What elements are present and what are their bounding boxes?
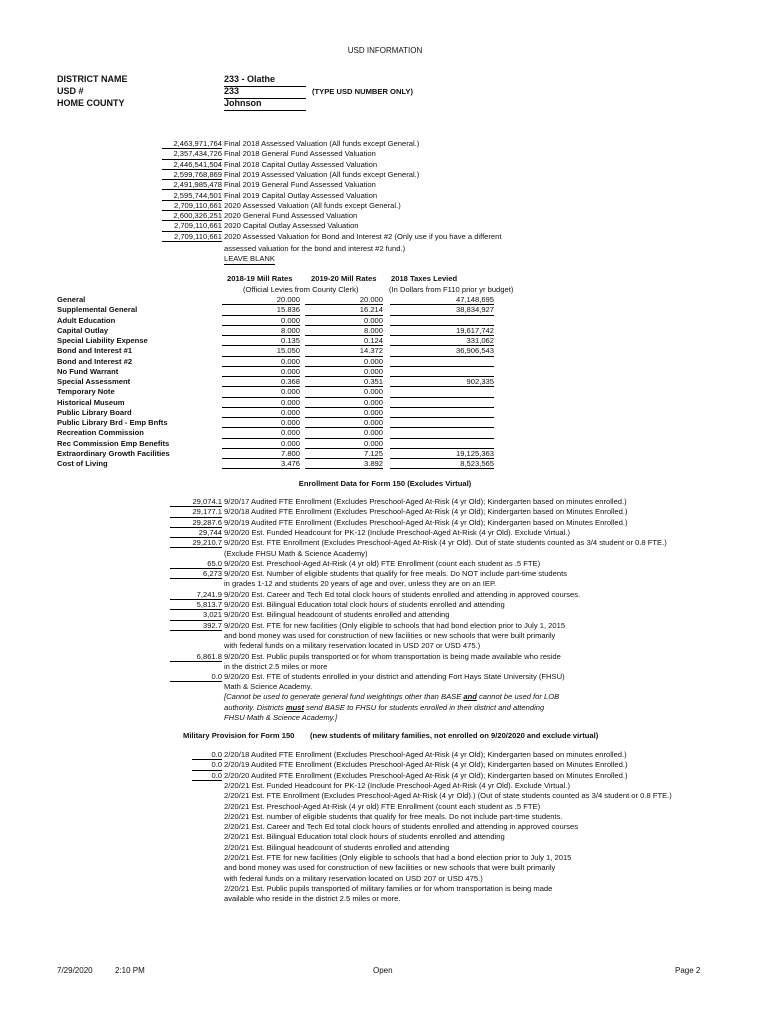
mill-rate-2019-20[interactable]: 0.000: [305, 357, 383, 367]
line-description: Math & Science Academy.: [224, 682, 313, 692]
line-description: 2020 Capital Outlay Assessed Valuation: [224, 221, 359, 231]
usd-number-label: USD #: [57, 86, 84, 96]
taxes-levied[interactable]: [390, 418, 494, 428]
mill-rate-2019-20[interactable]: 0.000: [305, 418, 383, 428]
line-value[interactable]: 2,357,434,726: [162, 149, 222, 159]
line-description: 2/20/21 Est. Public pupils transported of military families or for whom transportation is being made: [224, 883, 553, 893]
line-description: Final 2018 Capital Outlay Assessed Valuation: [224, 159, 378, 169]
line-description: 9/20/20 Est. FTE Enrollment (Excludes Preschool-Aged At-Risk (4 yr Old). Out of state students counted as 3/4 student or 0.8 FTE.): [224, 538, 667, 548]
taxes-levied[interactable]: 47,148,695: [390, 295, 494, 305]
mill-rate-2018-19[interactable]: 0.000: [222, 387, 300, 397]
line-value[interactable]: 2,600,326,251: [162, 211, 222, 221]
line-value[interactable]: [192, 791, 222, 800]
mill-rate-2019-20[interactable]: 7.125: [305, 449, 383, 459]
mill-rate-2018-19[interactable]: 0.135: [222, 336, 300, 346]
line-description: in the district 2.5 miles or more: [224, 661, 328, 671]
fund-label: Supplemental General: [57, 305, 138, 315]
fund-label: General: [57, 295, 86, 304]
mill-rate-2018-19[interactable]: 0.000: [222, 367, 300, 377]
mill-rate-2019-20[interactable]: 0.000: [305, 387, 383, 397]
footer-status: Open: [373, 966, 393, 975]
mill-rate-2019-20[interactable]: 0.000: [305, 316, 383, 326]
home-county-value[interactable]: Johnson: [224, 98, 306, 111]
line-description: 2/20/19 Audited FTE Enrollment (Excludes Preschool-Aged At-Risk (4 yr Old); Kindergarten based on Minutes Enrolled.): [224, 760, 628, 770]
fund-label: Rec Commission Emp Benefits: [57, 438, 170, 448]
line-value[interactable]: 6,273: [170, 569, 222, 579]
line-value[interactable]: [170, 579, 222, 588]
mill-rate-2018-19[interactable]: 0.000: [222, 357, 300, 367]
mill-rate-2018-19[interactable]: 20.000: [222, 295, 300, 305]
footer-time: 2:10 PM: [115, 966, 145, 975]
valuation-continuation: assessed valuation for the bond and interest #2 fund.): [224, 243, 406, 253]
mill-rate-2018-19[interactable]: 0.000: [222, 428, 300, 438]
mill-rate-2018-19[interactable]: 0.000: [222, 398, 300, 408]
line-value[interactable]: 2,595,744,501: [162, 191, 222, 201]
line-description: Final 2019 Assessed Valuation (All funds except General.): [224, 169, 420, 179]
line-description: and bond money was used for construction of new facilities or new schools that were built primarily: [224, 863, 556, 873]
line-value[interactable]: [192, 832, 222, 841]
line-description: 2/20/21 Est. Bilingual Education total clock hours of students enrolled and attending: [224, 832, 505, 842]
line-value[interactable]: 0.0: [192, 760, 222, 770]
fund-label: Capital Outlay: [57, 325, 109, 335]
military-subtitle: (new students of military families, not enrolled on 9/20/2020 and exclude virtual): [310, 731, 599, 740]
mill-rate-2019-20[interactable]: 0.000: [305, 367, 383, 377]
line-description: 9/20/20 Est. FTE for new facilities (Only eligible to schools that had bond election prior to July 1, 2015: [224, 620, 566, 630]
leave-blank-note: LEAVE BLANK: [224, 254, 275, 265]
line-value[interactable]: 2,446,541,504: [162, 160, 222, 170]
line-description: 2/20/21 Est. Funded Headcount for PK-12 (Include Preschool-Aged At-Risk (4 yr Old). Exclude Virtual.): [224, 780, 570, 790]
mill-rate-2019-20[interactable]: 8.000: [305, 326, 383, 336]
taxes-levied[interactable]: 38,834,927: [390, 305, 494, 315]
line-value[interactable]: [192, 863, 222, 872]
line-value[interactable]: [192, 822, 222, 831]
fund-label: Historical Museum: [57, 397, 125, 407]
fund-label: Special Liability Expense: [57, 336, 148, 345]
enrollment-title: Enrollment Data for Form 150 (Excludes Virtual): [298, 479, 472, 488]
footer-page: Page 2: [675, 966, 701, 975]
taxes-levied[interactable]: 36,906,543: [390, 346, 494, 356]
line-description: 9/20/20 Est. Bilingual Education total clock hours of students enrolled and attending: [224, 600, 505, 609]
mill-rate-subheader: (Official Levies from County Clerk): [243, 284, 359, 294]
line-value[interactable]: 2,709,110,661: [162, 201, 222, 211]
taxes-levied[interactable]: 8,523,565: [390, 459, 494, 469]
line-description: 2/20/20 Audited FTE Enrollment (Excludes Preschool-Aged At-Risk (4 yr Old); Kindergarten based on Minutes Enrolled.): [224, 770, 628, 780]
mill-rate-2019-20[interactable]: 0.000: [305, 439, 383, 449]
line-description: 9/20/20 Est. Bilingual headcount of students enrolled and attending: [224, 610, 450, 620]
taxes-levied[interactable]: 19,125,363: [390, 449, 494, 459]
mill-rate-2018-19[interactable]: 0.000: [222, 418, 300, 428]
mill-rate-2018-19[interactable]: 8.000: [222, 326, 300, 336]
mill-rate-2018-19[interactable]: 0.000: [222, 439, 300, 449]
line-value[interactable]: 0.0: [170, 672, 222, 682]
line-description: 2/20/21 Est. FTE Enrollment (Excludes Preschool-Aged At-Risk (4 yr Old).) (Out of state students counted as 3/4 student or 0.8 FTE.): [224, 791, 672, 801]
line-description: 9/20/19 Audited FTE Enrollment (Excludes Preschool-Aged At-Risk (4 yr Old); Kindergarten based on Minutes Enrolled.): [224, 517, 628, 527]
line-description: with federal funds on a military reservation located in USD 207 or USD 475.): [224, 641, 481, 651]
fund-label: Public Library Brd - Emp Bnfts: [57, 418, 168, 427]
taxes-levied[interactable]: [390, 439, 494, 449]
line-description: 9/20/20 Est. Preschool-Aged At-Risk (4 yr old) FTE Enrollment (count each student as .5 FTE): [224, 558, 541, 568]
taxes-levied[interactable]: [390, 357, 494, 367]
district-name-label: DISTRICT NAME: [57, 74, 128, 84]
home-county-label: HOME COUNTY: [57, 98, 125, 108]
line-value[interactable]: 29,287.6: [170, 518, 222, 528]
fhsu-note: [Cannot be used to generate general fund weightings other than BASE and cannot be used for LOB authority. Districts must send BASE to FHSU for students enrolled in their district and attending FHSU Math & Science Academy.]: [224, 692, 560, 722]
line-description: 2/20/21 Est. Bilingual headcount of students enrolled and attending: [224, 842, 450, 852]
mill-rate-2019-20[interactable]: 16.214: [305, 305, 383, 315]
line-value[interactable]: [192, 853, 222, 862]
military-title: Military Provision for Form 150: [183, 731, 295, 740]
line-description: 2/20/18 Audited FTE Enrollment (Excludes Preschool-Aged At-Risk (4 yr Old); Kindergarten based on minutes enrolled.): [224, 750, 627, 759]
mill-rate-2019-20[interactable]: 3.892: [305, 459, 383, 469]
line-value[interactable]: 2,463,971,764: [162, 139, 222, 149]
line-value[interactable]: [192, 802, 222, 811]
line-value[interactable]: 3,021: [170, 610, 222, 620]
line-value[interactable]: [192, 843, 222, 852]
line-value[interactable]: 5,813.7: [170, 600, 222, 610]
mill-rate-2018-19[interactable]: 7.800: [222, 449, 300, 459]
page-title: USD INFORMATION: [347, 46, 423, 55]
line-description: 2/20/21 Est. FTE for new facilities (Only eligible to schools that had a bond election prior to July 1, 2015: [224, 853, 572, 862]
line-value[interactable]: [170, 682, 222, 691]
taxes-levied[interactable]: [390, 408, 494, 418]
taxes-levied[interactable]: [390, 398, 494, 408]
mill-rate-header-2019-20: 2019-20 Mill Rates: [311, 274, 377, 283]
footer-date: 7/29/2020: [57, 966, 93, 975]
line-description: with federal funds on a military reservation located on USD 207 or USD 475.): [224, 873, 483, 883]
line-description: 9/20/20 Est. Public pupils transported or for whom transportation is being made available who reside: [224, 651, 561, 661]
taxes-levied[interactable]: [390, 428, 494, 438]
line-description: (Exclude FHSU Math & Science Academy): [224, 548, 368, 558]
line-value[interactable]: [192, 812, 222, 821]
line-value[interactable]: 29,744: [170, 528, 222, 538]
mill-rate-2019-20[interactable]: 0.351: [305, 377, 383, 387]
taxes-levied[interactable]: [390, 387, 494, 397]
fund-label: Adult Education: [57, 315, 116, 325]
line-description: 2/20/21 Est. Preschool-Aged At-Risk (4 yr old) FTE Enrollment (count each student as .5 FTE): [224, 801, 541, 811]
line-description: 2/20/21 Est. Career and Tech Ed total clock hours of students enrolled and attending in approved courses: [224, 822, 579, 832]
taxes-levied[interactable]: 331,062: [390, 336, 494, 346]
mill-rate-2018-19[interactable]: 3.476: [222, 459, 300, 469]
line-description: and bond money was used for construction of new facilities or new schools that were built primarily: [224, 630, 556, 640]
mill-rate-2018-19[interactable]: 0.000: [222, 316, 300, 326]
mill-rate-2019-20[interactable]: 20.000: [305, 295, 383, 305]
fund-label: No Fund Warrant: [57, 366, 119, 376]
line-value[interactable]: [192, 781, 222, 790]
line-description: 2020 Assessed Valuation (All funds except General.): [224, 200, 401, 210]
line-description: Final 2019 General Fund Assessed Valuation: [224, 180, 376, 190]
line-value[interactable]: 65.0: [170, 559, 222, 569]
mill-rate-2018-19[interactable]: 15.836: [222, 305, 300, 315]
fund-label: Recreation Commission: [57, 428, 144, 438]
district-name-value[interactable]: 233 - Olathe: [224, 74, 306, 87]
line-description: 9/20/20 Est. Number of eligible students that qualify for free meals. Do NOT include part-time students: [224, 569, 568, 579]
line-value[interactable]: [192, 894, 222, 903]
line-description: 9/20/17 Audited FTE Enrollment (Excludes Preschool-Aged At-Risk (4 yr Old); Kindergarten based on minutes enrolled.): [224, 497, 627, 506]
mill-rate-2018-19[interactable]: 0.368: [222, 377, 300, 387]
usd-number-note: (TYPE USD NUMBER ONLY): [312, 87, 413, 96]
line-value[interactable]: 2,709,110,661: [162, 221, 222, 231]
mill-rate-2018-19[interactable]: 15.050: [222, 346, 300, 356]
taxes-levied[interactable]: [390, 367, 494, 377]
line-description: Final 2018 Assessed Valuation (All funds except General.): [224, 139, 420, 148]
taxes-levied[interactable]: [390, 316, 494, 326]
line-value[interactable]: 2,709,110,661: [162, 232, 222, 242]
fund-label: Bond and Interest #1: [57, 346, 133, 356]
mill-rate-header-2018-19: 2018-19 Mill Rates: [227, 274, 293, 283]
mill-rate-2019-20[interactable]: 0.000: [305, 408, 383, 418]
mill-rate-2019-20[interactable]: 0.000: [305, 428, 383, 438]
fund-label: Public Library Board: [57, 407, 132, 417]
line-value[interactable]: 29,210.7: [170, 538, 222, 548]
fund-label: Cost of Living: [57, 459, 108, 468]
mill-rate-2018-19[interactable]: 0.000: [222, 408, 300, 418]
fund-label: Special Assessment: [57, 377, 131, 386]
line-description: 2020 General Fund Assessed Valuation: [224, 211, 358, 221]
line-description: 9/20/20 Est. FTE of students enrolled in your district and attending Fort Hays State University (FHSU): [224, 672, 565, 682]
line-value[interactable]: [170, 631, 222, 640]
line-value[interactable]: 2,599,768,869: [162, 170, 222, 180]
line-description: 2020 Assessed Valuation for Bond and Interest #2 (Only use if you have a different: [224, 231, 502, 241]
fund-label: Temporary Note: [57, 387, 115, 397]
line-value[interactable]: 0.0: [192, 750, 222, 760]
taxes-levied-subheader: (In Dollars from F110 prior yr budget): [389, 284, 514, 294]
line-value[interactable]: 0.0: [192, 771, 222, 781]
line-description: 2/20/21 Est. number of eligible students that qualify for free meals. Do not include part-time students.: [224, 811, 563, 821]
line-value[interactable]: 29,074.1: [170, 497, 222, 507]
line-value[interactable]: [170, 549, 222, 558]
line-value[interactable]: [192, 884, 222, 893]
line-value[interactable]: [170, 641, 222, 650]
fund-label: Extraordinary Growth Facilities: [57, 448, 170, 458]
taxes-levied[interactable]: 19,617,742: [390, 326, 494, 336]
mill-rate-2019-20[interactable]: 14.372: [305, 346, 383, 356]
line-value[interactable]: 29,177.1: [170, 507, 222, 517]
line-description: 9/20/20 Est. Career and Tech Ed total clock hours of students enrolled and attending in approved courses.: [224, 589, 581, 599]
usd-number-value[interactable]: 233: [224, 86, 306, 99]
line-description: 9/20/18 Audited FTE Enrollment (Excludes Preschool-Aged At-Risk (4 yr Old); Kindergarten based on Minutes Enrolled.): [224, 507, 628, 517]
line-value[interactable]: [192, 874, 222, 883]
line-value[interactable]: 2,491,985,478: [162, 180, 222, 190]
line-description: Final 2018 General Fund Assessed Valuation: [224, 149, 376, 159]
mill-rate-2019-20[interactable]: 0.124: [305, 336, 383, 346]
line-value[interactable]: 7,241.9: [170, 590, 222, 600]
line-description: 9/20/20 Est. Funded Headcount for PK-12 (Include Preschool-Aged At-Risk (4 yr Old). Exclude Virtual.): [224, 527, 570, 537]
line-value[interactable]: 6,861.8: [170, 652, 222, 662]
taxes-levied[interactable]: 902,335: [390, 377, 494, 387]
line-value[interactable]: 392.7: [170, 621, 222, 631]
line-description: Final 2019 Capital Outlay Assessed Valuation: [224, 190, 378, 200]
fund-label: Bond and Interest #2: [57, 356, 133, 366]
line-description: available who reside in the district 2.5 miles or more.: [224, 894, 401, 904]
mill-rate-2019-20[interactable]: 0.000: [305, 398, 383, 408]
line-description: in grades 1-12 and students 20 years of age and over, unless they are on an IEP.: [224, 579, 497, 589]
taxes-levied-header: 2018 Taxes Levied: [391, 274, 458, 283]
line-value[interactable]: [170, 662, 222, 671]
